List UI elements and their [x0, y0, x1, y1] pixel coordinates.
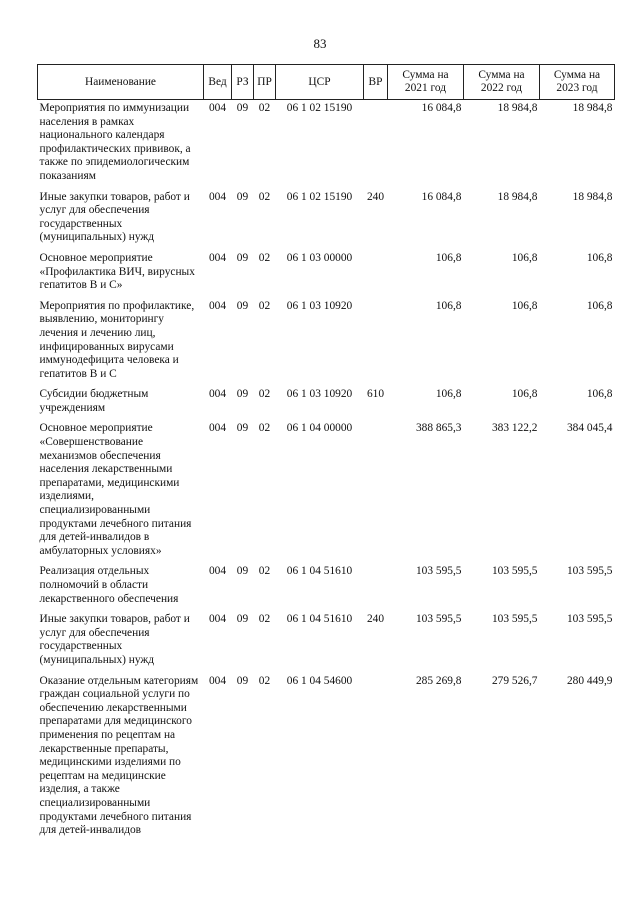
row-rz: 09	[236, 388, 249, 401]
header-rz: РЗ	[232, 65, 254, 100]
row-csr: 06 1 04 51610	[286, 565, 353, 578]
row-sum-2022: 103 595,5	[491, 565, 538, 578]
row-name: Субсидии бюджетным учреждениям	[39, 388, 149, 414]
row-ved: 004	[208, 565, 227, 578]
row-name: Иные закупки товаров, работ и услуг для обеспечения государственных (муниципальных) нужд	[39, 190, 190, 244]
table-row	[38, 558, 615, 606]
row-sum-2022: 106,8	[511, 388, 538, 401]
row-sum-2023: 18 984,8	[572, 190, 613, 203]
table-row	[38, 100, 615, 184]
page-number: 83	[313, 36, 327, 51]
row-rz: 09	[236, 422, 249, 435]
row-sum-2023: 280 449,9	[566, 674, 613, 687]
row-sum-2021: 106,8	[435, 299, 462, 312]
header-sum-2022: Сумма на 2022 год	[464, 65, 540, 100]
row-vr	[364, 100, 388, 184]
row-vr: 240	[366, 190, 385, 203]
table-row	[38, 245, 615, 293]
row-ved: 004	[208, 613, 227, 626]
row-sum-2023: 106,8	[586, 251, 613, 264]
row-sum-2021: 106,8	[435, 388, 462, 401]
table-row	[38, 606, 615, 667]
row-sum-2021: 285 269,8	[415, 674, 462, 687]
row-sum-2021: 106,8	[435, 251, 462, 264]
row-name: Мероприятия по профилактике, выявлению, мониторингу лечения и лечению лиц, инфицированных вирусами иммунодефицита человека и гепатитов В и С	[39, 299, 195, 380]
header-vr: ВР	[364, 65, 388, 100]
row-csr: 06 1 02 15190	[286, 190, 353, 203]
table-body	[38, 100, 615, 838]
row-name: Основное мероприятие «Совершенствование механизмов обеспечения населения лекарственными препаратами, медицинскими изделиями, специализированными продуктами лечебного питания для детей-инвалидов в амбулаторных условиях»	[39, 422, 192, 557]
header-ved: Вед	[204, 65, 232, 100]
row-csr: 06 1 02 15190	[286, 102, 353, 114]
row-ved: 004	[208, 388, 227, 401]
row-vr	[364, 245, 388, 293]
row-sum-2023: 103 595,5	[566, 565, 613, 578]
row-sum-2022: 103 595,5	[491, 613, 538, 626]
row-csr: 06 1 04 51610	[286, 613, 353, 626]
row-name: Мероприятия по иммунизации населения в рамках национального календаря профилактических прививок, а также по эпидемиологическим показаниям	[39, 102, 191, 182]
row-pr: 02	[258, 613, 271, 626]
table-row	[38, 293, 615, 382]
row-pr: 02	[258, 422, 271, 435]
header-csr: ЦСР	[276, 65, 364, 100]
row-sum-2021: 103 595,5	[415, 565, 462, 578]
row-csr: 06 1 04 00000	[286, 422, 353, 435]
table-header	[38, 65, 615, 100]
row-ved: 004	[208, 674, 227, 687]
row-sum-2022: 18 984,8	[497, 102, 538, 114]
row-rz: 09	[236, 613, 249, 626]
table-row	[38, 668, 615, 838]
budget-table	[37, 64, 615, 838]
header-sum-2023: Сумма на 2023 год	[540, 65, 615, 100]
row-pr: 02	[258, 102, 271, 114]
row-sum-2022: 106,8	[511, 299, 538, 312]
row-ved: 004	[208, 299, 227, 312]
row-sum-2023: 103 595,5	[566, 613, 613, 626]
row-sum-2022: 383 122,2	[491, 422, 538, 435]
row-rz: 09	[236, 102, 249, 114]
row-sum-2021: 16 084,8	[421, 190, 462, 203]
row-ved: 004	[208, 422, 227, 435]
row-ved: 004	[208, 102, 227, 114]
row-sum-2022: 279 526,7	[491, 674, 538, 687]
row-name: Иные закупки товаров, работ и услуг для обеспечения государственных (муниципальных) нужд	[39, 613, 190, 666]
table-row	[38, 184, 615, 245]
row-sum-2023: 106,8	[586, 299, 613, 312]
row-sum-2022: 18 984,8	[497, 190, 538, 203]
row-pr: 02	[258, 565, 271, 578]
row-ved: 004	[208, 251, 227, 264]
row-sum-2021: 388 865,3	[415, 422, 462, 435]
header-pr: ПР	[254, 65, 276, 100]
table-row	[38, 415, 615, 558]
row-name: Основное мероприятие «Профилактика ВИЧ, вирусных гепатитов В и С»	[39, 251, 195, 292]
row-pr: 02	[258, 388, 271, 401]
row-vr	[364, 668, 388, 838]
row-name: Реализация отдельных полномочий в области лекарственного обеспечения	[39, 565, 179, 605]
row-rz: 09	[236, 190, 249, 203]
row-sum-2021: 16 084,8	[421, 102, 462, 114]
row-sum-2023: 18 984,8	[572, 102, 613, 114]
row-csr: 06 1 03 10920	[286, 388, 353, 401]
row-sum-2022: 106,8	[511, 251, 538, 264]
header-sum-2021: Сумма на 2021 год	[388, 65, 464, 100]
row-ved: 004	[208, 190, 227, 203]
row-rz: 09	[236, 251, 249, 264]
row-pr: 02	[258, 674, 271, 687]
row-vr	[364, 293, 388, 382]
row-csr: 06 1 03 00000	[286, 251, 353, 264]
row-rz: 09	[236, 299, 249, 312]
row-sum-2023: 384 045,4	[566, 422, 613, 435]
row-vr	[364, 558, 388, 606]
row-sum-2023: 106,8	[586, 388, 613, 401]
table-row	[38, 381, 615, 415]
row-csr: 06 1 03 10920	[286, 299, 353, 312]
row-csr: 06 1 04 54600	[286, 674, 353, 687]
row-rz: 09	[236, 674, 249, 687]
row-vr	[364, 415, 388, 558]
row-vr: 610	[366, 388, 385, 401]
row-sum-2021: 103 595,5	[415, 613, 462, 626]
row-name: Оказание отдельным категориям граждан социальной услуги по обеспечению лекарственными препаратами для медицинского применения по рецептам на лекарственные препараты, медицинскими изделиями по рецептам на медицинские изделия, а также специализированными продуктами лечебного питания для детей-инвалидов	[39, 674, 199, 837]
row-rz: 09	[236, 565, 249, 578]
row-vr: 240	[366, 613, 385, 626]
header-name: Наименование	[38, 65, 204, 100]
row-pr: 02	[258, 251, 271, 264]
row-pr: 02	[258, 299, 271, 312]
row-pr: 02	[258, 190, 271, 203]
